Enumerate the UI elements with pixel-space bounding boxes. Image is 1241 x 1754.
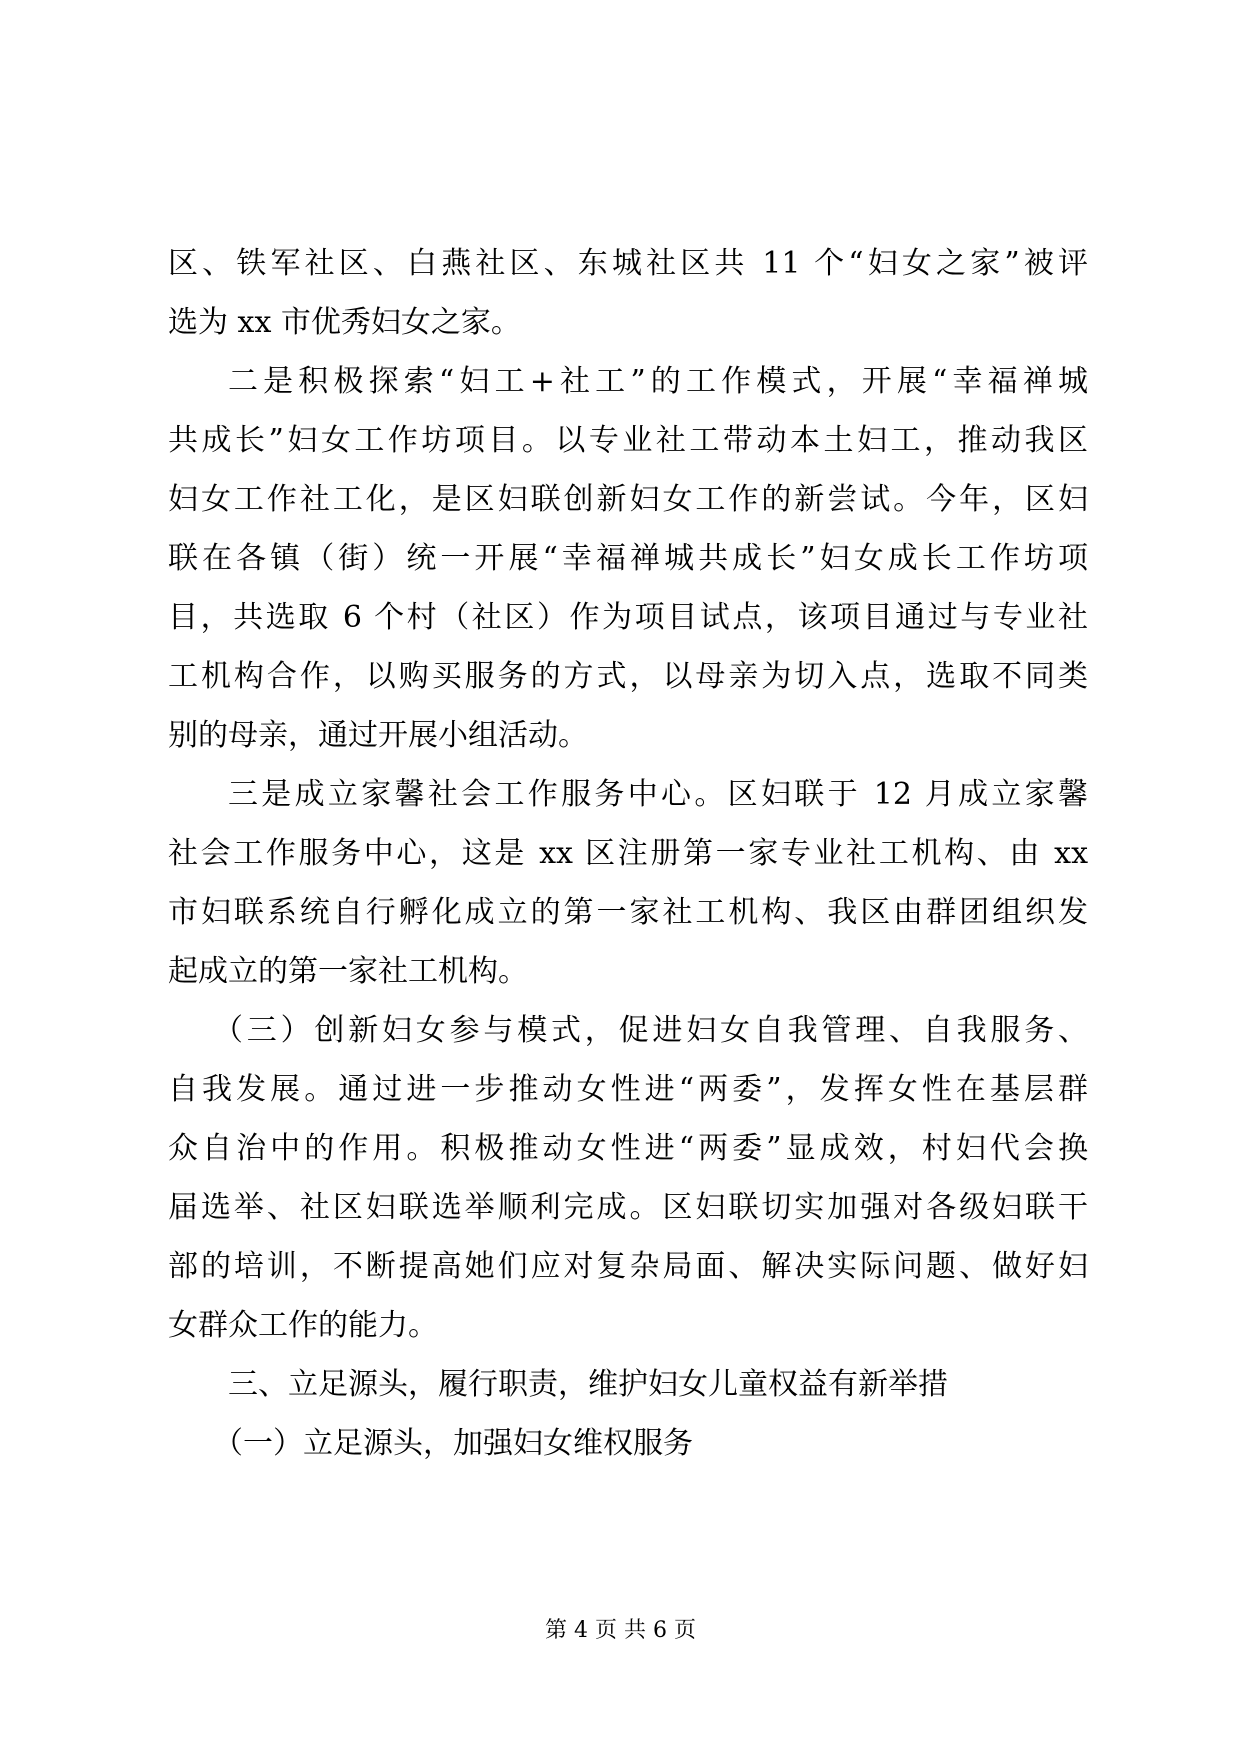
text-line: 目，共选取 6 个村（社区）作为项目试点，该项目通过与专业社 [168, 600, 1088, 635]
text-line: 届选举、社区妇联选举顺利完成。区妇联切实加强对各级妇联干 [168, 1190, 1088, 1225]
text-line: 共成长”妇女工作坊项目。以专业社工带动本土妇工，推动我区 [168, 423, 1088, 458]
text-line: （三）创新妇女参与模式，促进妇女自我管理、自我服务、 [213, 1013, 1088, 1048]
text-line: 二是积极探索“妇工+社工”的工作模式，开展“幸福禅城 [228, 364, 1088, 399]
subsection-heading: （一）立足源头，加强妇女维权服务 [213, 1426, 693, 1461]
body-text [168, 234, 1088, 1473]
text-line: 部的培训，不断提高她们应对复杂局面、解决实际问题、做好妇 [168, 1249, 1088, 1284]
text-line: 众自治中的作用。积极推动女性进“两委”显成效，村妇代会换 [168, 1131, 1088, 1166]
text-line: 三是成立家馨社会工作服务中心。区妇联于 12 月成立家馨 [228, 777, 1088, 812]
text-line: 区、铁军社区、白燕社区、东城社区共 11 个“妇女之家”被评 [168, 246, 1088, 281]
text-line: 工机构合作，以购买服务的方式，以母亲为切入点，选取不同类 [168, 659, 1088, 694]
page-footer: 第 4 页 共 6 页 [545, 1618, 696, 1643]
text-line: 选为 xx 市优秀妇女之家。 [168, 305, 521, 340]
section-heading: 三、立足源头，履行职责，维护妇女儿童权益有新举措 [228, 1367, 948, 1402]
text-line: 社会工作服务中心，这是 xx 区注册第一家专业社工机构、由 xx [168, 836, 1088, 871]
text-line: 女群众工作的能力。 [168, 1308, 438, 1343]
text-line: 起成立的第一家社工机构。 [168, 954, 528, 989]
text-line: 别的母亲，通过开展小组活动。 [168, 718, 588, 753]
text-line: 联在各镇（街）统一开展“幸福禅城共成长”妇女成长工作坊项 [168, 541, 1088, 576]
text-line: 妇女工作社工化，是区妇联创新妇女工作的新尝试。今年，区妇 [168, 482, 1088, 517]
text-line: 自我发展。通过进一步推动女性进“两委”，发挥女性在基层群 [168, 1072, 1088, 1107]
text-line: 市妇联系统自行孵化成立的第一家社工机构、我区由群团组织发 [168, 895, 1088, 930]
